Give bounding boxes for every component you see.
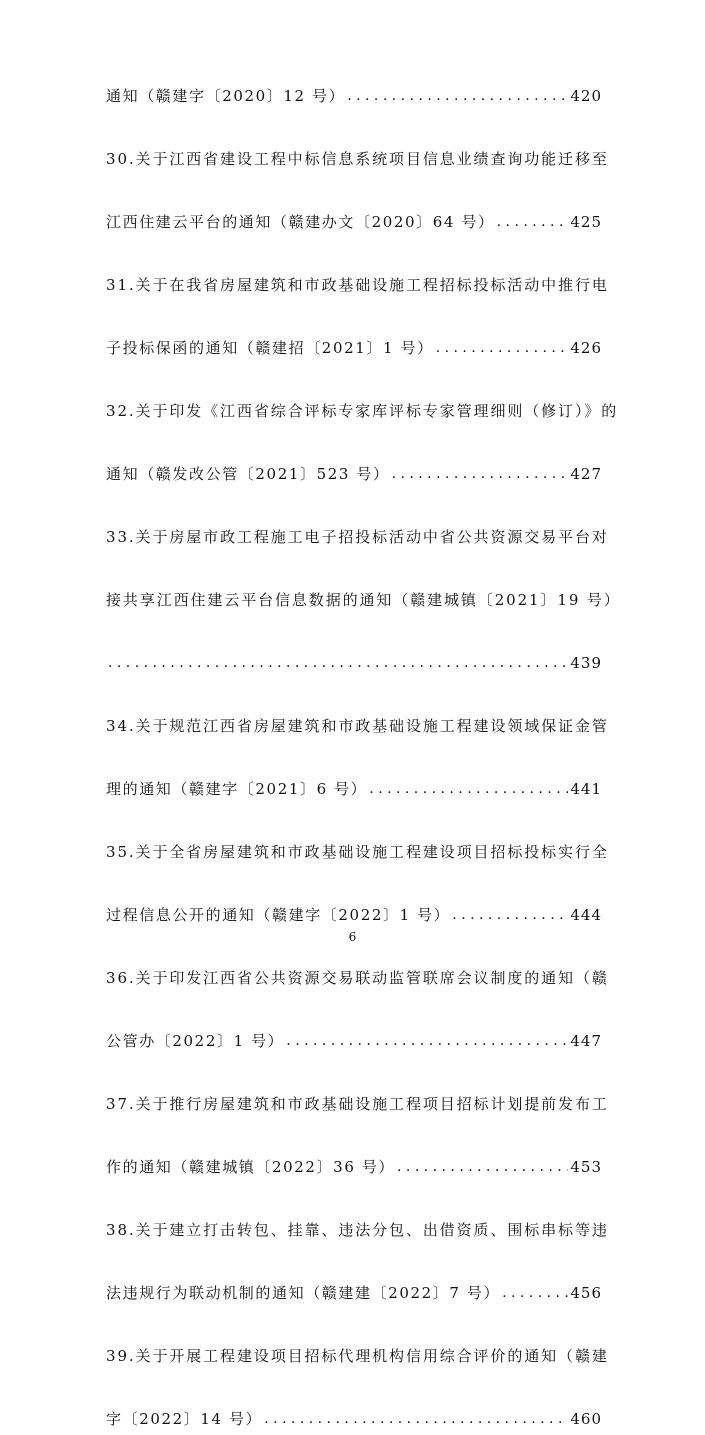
dot-leader — [286, 1025, 568, 1057]
toc-entry-last-line[interactable] — [106, 773, 602, 805]
toc-entry-text: 37.关于推行房屋建筑和市政基础设施工程项目招标计划提前发布工 — [106, 1095, 609, 1113]
toc-entry-last-line[interactable] — [106, 206, 602, 238]
toc-page-number: 427 — [570, 465, 602, 483]
toc-entry-text: 公管办〔2022〕1 号） — [106, 1032, 285, 1050]
toc-entry-last-line[interactable] — [106, 80, 602, 112]
toc-entry-last-line[interactable] — [106, 899, 602, 931]
dot-leader — [264, 1403, 568, 1435]
toc-entry-text: 32.关于印发《江西省综合评标专家库评标专家管理细则（修订）》的 — [106, 402, 619, 420]
dot-leader — [497, 206, 569, 238]
toc-entry-last-line[interactable] — [106, 1403, 602, 1435]
toc-entry-text: 过程信息公开的通知（赣建字〔2022〕1 号） — [106, 906, 451, 924]
toc-entry-title-line[interactable] — [106, 710, 609, 742]
toc-entry-last-line[interactable] — [106, 647, 602, 679]
toc-entry-text: 子投标保函的通知（赣建招〔2021〕1 号） — [106, 339, 434, 357]
toc-entry-text: 法违规行为联动机制的通知（赣建建〔2022〕7 号） — [106, 1284, 501, 1302]
toc-entry-title-line[interactable] — [106, 395, 619, 427]
dot-leader — [347, 80, 568, 112]
toc-page-number: 420 — [570, 87, 602, 105]
toc-entry-text: 作的通知（赣建城镇〔2022〕36 号） — [106, 1158, 396, 1176]
toc-page-number: 456 — [570, 1284, 602, 1302]
toc-entry-last-line[interactable] — [106, 458, 602, 490]
toc-entry-title-line[interactable] — [106, 143, 609, 175]
dot-leader — [452, 899, 568, 931]
toc-entry-text: 通知（赣发改公管〔2021〕523 号） — [106, 465, 390, 483]
dot-leader — [436, 332, 569, 364]
toc-entry-title-line[interactable] — [106, 836, 609, 868]
toc-entry-last-line[interactable] — [106, 332, 602, 364]
page-number: 6 — [348, 930, 357, 944]
toc-entry-text: 通知（赣建字〔2020〕12 号） — [106, 87, 346, 105]
toc-page-number: 439 — [570, 654, 602, 672]
dot-leader — [108, 647, 568, 679]
toc-page-number: 441 — [570, 780, 602, 798]
toc-page-number: 460 — [570, 1410, 602, 1428]
toc-page-number: 447 — [570, 1032, 602, 1050]
toc-entry-title-line[interactable] — [106, 269, 609, 301]
toc-entry-text: 35.关于全省房屋建筑和市政基础设施工程建设项目招标投标实行全 — [106, 843, 609, 861]
toc-page-number: 453 — [570, 1158, 602, 1176]
toc-page-number: 426 — [570, 339, 602, 357]
toc-entry-text: 39.关于开展工程建设项目招标代理机构信用综合评价的通知（赣建 — [106, 1347, 609, 1365]
toc-entry-text: 36.关于印发江西省公共资源交易联动监管联席会议制度的通知（赣 — [106, 969, 609, 987]
table-of-contents — [106, 80, 621, 1435]
toc-entry-text: 30.关于江西省建设工程中标信息系统项目信息业绩查询功能迁移至 — [106, 150, 609, 168]
toc-entry-last-line[interactable] — [106, 1151, 602, 1183]
dot-leader — [392, 458, 569, 490]
toc-entry-title-line[interactable] — [106, 1088, 609, 1120]
toc-entry-title-line[interactable] — [106, 1214, 609, 1246]
toc-entry-text: 38.关于建立打击转包、挂靠、违法分包、出借资质、围标串标等违 — [106, 1221, 609, 1239]
toc-entry-text: 33.关于房屋市政工程施工电子招投标活动中省公共资源交易平台对 — [106, 528, 609, 546]
toc-entry-title-line[interactable] — [106, 521, 609, 553]
toc-entry-text: 字〔2022〕14 号） — [106, 1410, 263, 1428]
dot-leader — [369, 773, 568, 805]
toc-entry-last-line[interactable] — [106, 1025, 602, 1057]
toc-entry-text: 江西住建云平台的通知（赣建办文〔2020〕64 号） — [106, 213, 495, 231]
toc-entry-title-line[interactable] — [106, 1340, 609, 1372]
dot-leader — [502, 1277, 568, 1309]
toc-entry-last-line[interactable] — [106, 1277, 602, 1309]
toc-entry-text: 接共享江西住建云平台信息数据的通知（赣建城镇〔2021〕19 号） — [106, 591, 621, 609]
toc-entry-title-line[interactable] — [106, 962, 609, 994]
toc-page-number: 444 — [570, 906, 602, 924]
toc-entry-text: 理的通知（赣建字〔2021〕6 号） — [106, 780, 368, 798]
toc-entry-title-line[interactable] — [106, 584, 621, 616]
toc-entry-text: 34.关于规范江西省房屋建筑和市政基础设施工程建设领域保证金管 — [106, 717, 609, 735]
dot-leader — [397, 1151, 568, 1183]
toc-page-number: 425 — [570, 213, 602, 231]
toc-entry-text: 31.关于在我省房屋建筑和市政基础设施工程招标投标活动中推行电 — [106, 276, 609, 294]
